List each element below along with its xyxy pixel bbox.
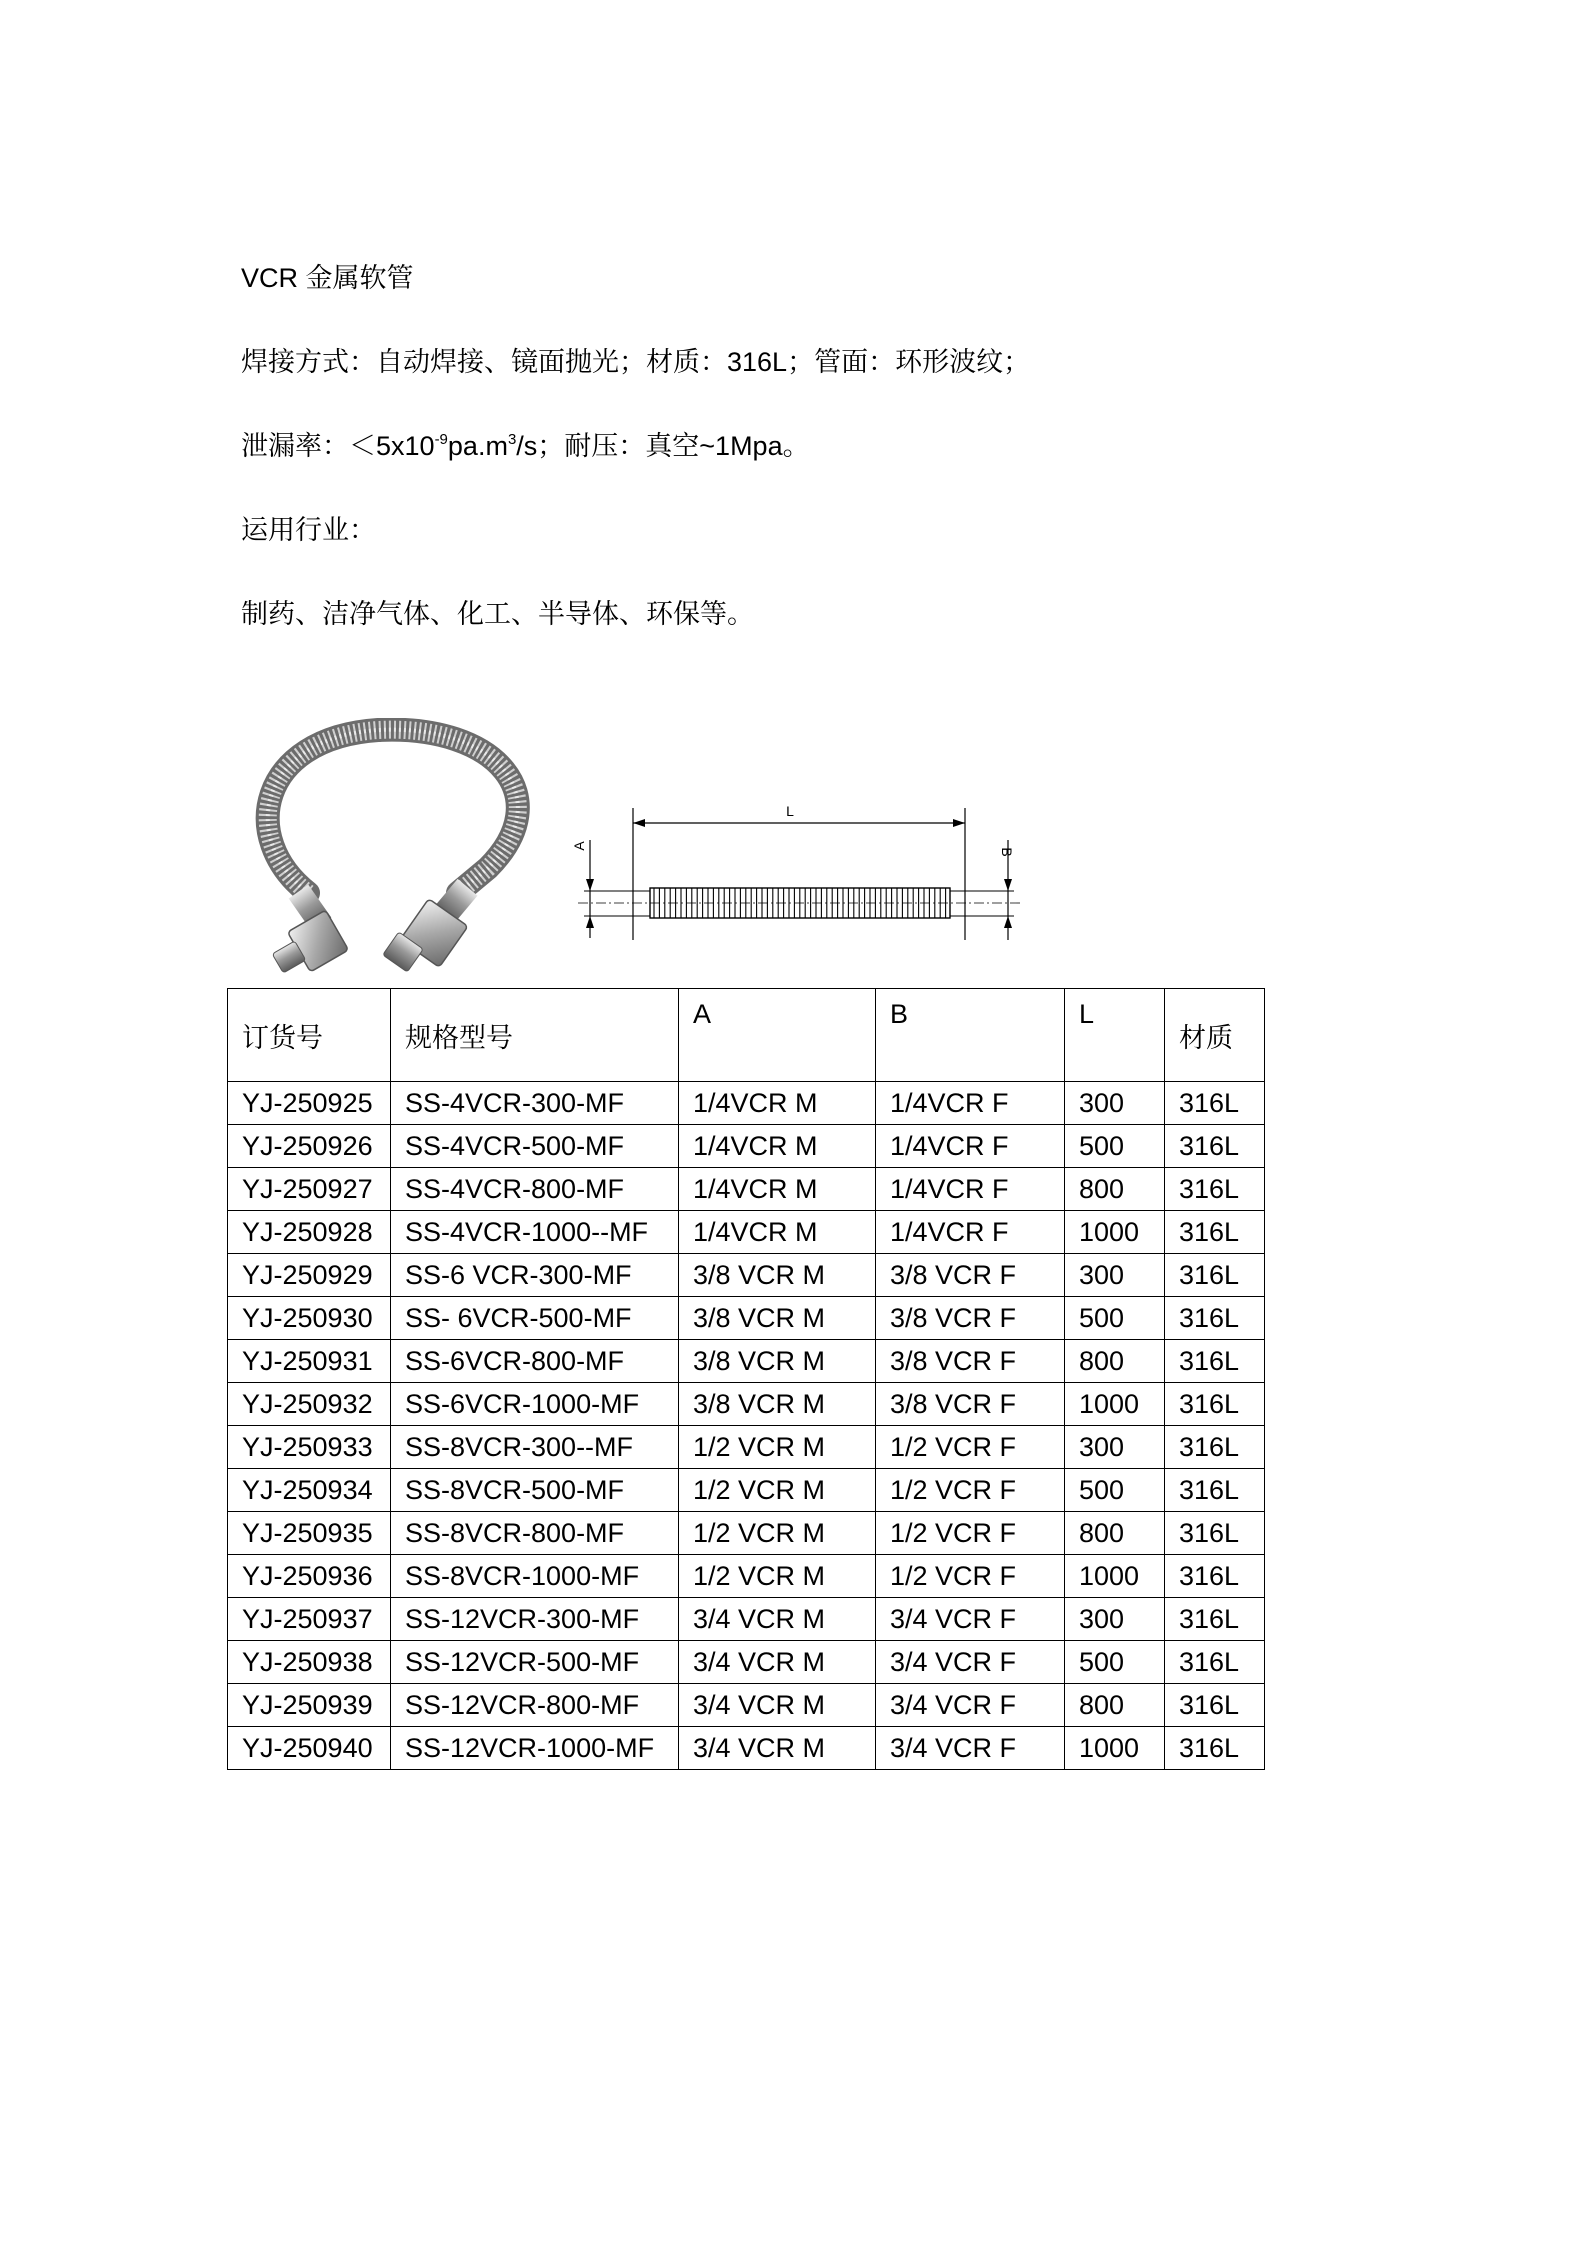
industry-list: 制药、洁净气体、化工、半导体、环保等。: [241, 599, 754, 629]
b-cell: 3/8 VCR F: [876, 1340, 1065, 1383]
table-row: [228, 1684, 1265, 1727]
model-cell: SS- 6VCR-500-MF: [391, 1297, 679, 1340]
industry-label: 运用行业：: [241, 515, 376, 545]
b-cell: 3/4 VCR F: [876, 1598, 1065, 1641]
a-cell: 1/2 VCR M: [679, 1512, 876, 1555]
model-cell: SS-12VCR-800-MF: [391, 1684, 679, 1727]
l-cell: 300: [1065, 1426, 1165, 1469]
material-cell: 316L: [1165, 1598, 1265, 1641]
a-cell: 1/2 VCR M: [679, 1555, 876, 1598]
l-cell: 800: [1065, 1168, 1165, 1211]
table-row: [228, 1555, 1265, 1598]
material-cell: 316L: [1165, 1168, 1265, 1211]
model-cell: SS-6VCR-1000-MF: [391, 1383, 679, 1426]
material-cell: 316L: [1165, 1254, 1265, 1297]
model-cell: SS-12VCR-500-MF: [391, 1641, 679, 1684]
b-cell: 3/8 VCR F: [876, 1254, 1065, 1297]
order-no-cell: YJ-250933: [228, 1426, 391, 1469]
table-row: [228, 1297, 1265, 1340]
table-row: [228, 1469, 1265, 1512]
a-cell: 3/8 VCR M: [679, 1383, 876, 1426]
b-cell: 1/4VCR F: [876, 1211, 1065, 1254]
l-cell: 1000: [1065, 1383, 1165, 1426]
order-no-cell: YJ-250938: [228, 1641, 391, 1684]
order-no-cell: YJ-250935: [228, 1512, 391, 1555]
l-cell: 500: [1065, 1641, 1165, 1684]
leak-suffix: /s；耐压：真空~1Mpa。: [516, 431, 810, 461]
table-row: [228, 1383, 1265, 1426]
b-cell: 1/4VCR F: [876, 1125, 1065, 1168]
table-row: [228, 1340, 1265, 1383]
b-cell: 1/4VCR F: [876, 1082, 1065, 1125]
l-cell: 500: [1065, 1125, 1165, 1168]
a-cell: 3/4 VCR M: [679, 1727, 876, 1770]
table-header-row: [228, 989, 1265, 1082]
b-cell: 3/8 VCR F: [876, 1383, 1065, 1426]
header-model: 规格型号: [391, 989, 679, 1082]
welding-material-line: 焊接方式：自动焊接、镜面抛光；材质：316L；管面：环形波纹；: [241, 347, 1031, 377]
l-cell: 1000: [1065, 1727, 1165, 1770]
l-cell: 300: [1065, 1598, 1165, 1641]
l-cell: 800: [1065, 1512, 1165, 1555]
a-cell: 1/4VCR M: [679, 1125, 876, 1168]
hose-product-photo: [238, 718, 558, 978]
order-no-cell: YJ-250930: [228, 1297, 391, 1340]
a-cell: 3/4 VCR M: [679, 1598, 876, 1641]
model-cell: SS-6VCR-800-MF: [391, 1340, 679, 1383]
a-cell: 1/4VCR M: [679, 1211, 876, 1254]
model-cell: SS-8VCR-300--MF: [391, 1426, 679, 1469]
order-no-cell: YJ-250931: [228, 1340, 391, 1383]
l-cell: 800: [1065, 1684, 1165, 1727]
b-cell: 3/4 VCR F: [876, 1641, 1065, 1684]
table-row: [228, 1168, 1265, 1211]
a-cell: 3/4 VCR M: [679, 1641, 876, 1684]
l-cell: 300: [1065, 1082, 1165, 1125]
a-cell: 3/8 VCR M: [679, 1340, 876, 1383]
material-cell: 316L: [1165, 1297, 1265, 1340]
l-cell: 300: [1065, 1254, 1165, 1297]
header-b: B: [876, 989, 1065, 1082]
material-cell: 316L: [1165, 1082, 1265, 1125]
leak-pressure-line: [241, 428, 810, 464]
b-cell: 3/8 VCR F: [876, 1297, 1065, 1340]
header-material: 材质: [1165, 989, 1265, 1082]
a-cell: 1/2 VCR M: [679, 1469, 876, 1512]
order-no-cell: YJ-250939: [228, 1684, 391, 1727]
l-cell: 500: [1065, 1297, 1165, 1340]
order-no-cell: YJ-250936: [228, 1555, 391, 1598]
model-cell: SS-12VCR-1000-MF: [391, 1727, 679, 1770]
label-L: L: [786, 803, 794, 819]
model-cell: SS-4VCR-500-MF: [391, 1125, 679, 1168]
b-cell: 1/2 VCR F: [876, 1512, 1065, 1555]
leak-exponent: -9: [434, 431, 448, 448]
table-row: [228, 1211, 1265, 1254]
table-row: [228, 1426, 1265, 1469]
header-a: A: [679, 989, 876, 1082]
model-cell: SS-8VCR-1000-MF: [391, 1555, 679, 1598]
b-cell: 1/2 VCR F: [876, 1426, 1065, 1469]
b-cell: 3/4 VCR F: [876, 1684, 1065, 1727]
l-cell: 500: [1065, 1469, 1165, 1512]
leak-unit: pa.m: [447, 431, 508, 461]
order-no-cell: YJ-250929: [228, 1254, 391, 1297]
order-no-cell: YJ-250926: [228, 1125, 391, 1168]
b-cell: 1/2 VCR F: [876, 1469, 1065, 1512]
table-row: [228, 1641, 1265, 1684]
order-no-cell: YJ-250927: [228, 1168, 391, 1211]
model-cell: SS-6 VCR-300-MF: [391, 1254, 679, 1297]
model-cell: SS-12VCR-300-MF: [391, 1598, 679, 1641]
label-A: A: [571, 841, 587, 851]
order-no-cell: YJ-250940: [228, 1727, 391, 1770]
material-cell: 316L: [1165, 1512, 1265, 1555]
material-cell: 316L: [1165, 1684, 1265, 1727]
table-row: [228, 1512, 1265, 1555]
order-no-cell: YJ-250928: [228, 1211, 391, 1254]
b-cell: 1/2 VCR F: [876, 1555, 1065, 1598]
a-cell: 1/4VCR M: [679, 1168, 876, 1211]
material-cell: 316L: [1165, 1641, 1265, 1684]
model-cell: SS-4VCR-800-MF: [391, 1168, 679, 1211]
order-no-cell: YJ-250925: [228, 1082, 391, 1125]
material-cell: 316L: [1165, 1340, 1265, 1383]
a-cell: 1/2 VCR M: [679, 1426, 876, 1469]
model-cell: SS-8VCR-800-MF: [391, 1512, 679, 1555]
a-cell: 3/4 VCR M: [679, 1684, 876, 1727]
model-cell: SS-4VCR-300-MF: [391, 1082, 679, 1125]
order-no-cell: YJ-250937: [228, 1598, 391, 1641]
material-cell: 316L: [1165, 1211, 1265, 1254]
material-cell: 316L: [1165, 1469, 1265, 1512]
a-cell: 1/4VCR M: [679, 1082, 876, 1125]
model-cell: SS-8VCR-500-MF: [391, 1469, 679, 1512]
label-B: B: [999, 847, 1015, 857]
table-row: [228, 1727, 1265, 1770]
order-no-cell: YJ-250932: [228, 1383, 391, 1426]
material-cell: 316L: [1165, 1555, 1265, 1598]
header-l: L: [1065, 989, 1165, 1082]
l-cell: 1000: [1065, 1555, 1165, 1598]
material-cell: 316L: [1165, 1383, 1265, 1426]
a-cell: 3/8 VCR M: [679, 1254, 876, 1297]
material-cell: 316L: [1165, 1727, 1265, 1770]
a-cell: 3/8 VCR M: [679, 1297, 876, 1340]
l-cell: 1000: [1065, 1211, 1165, 1254]
spec-table: [227, 988, 1265, 1770]
dimension-drawing: [570, 790, 1030, 950]
order-no-cell: YJ-250934: [228, 1469, 391, 1512]
table-row: [228, 1598, 1265, 1641]
material-cell: 316L: [1165, 1125, 1265, 1168]
unit-exponent: 3: [507, 431, 517, 448]
header-order-no: 订货号: [228, 989, 391, 1082]
table-row: [228, 1125, 1265, 1168]
material-cell: 316L: [1165, 1426, 1265, 1469]
leak-prefix: 泄漏率：＜5x10: [241, 431, 435, 461]
model-cell: SS-4VCR-1000--MF: [391, 1211, 679, 1254]
table-row: [228, 1254, 1265, 1297]
b-cell: 1/4VCR F: [876, 1168, 1065, 1211]
document-title: VCR 金属软管: [241, 263, 414, 293]
table-row: [228, 1082, 1265, 1125]
b-cell: 3/4 VCR F: [876, 1727, 1065, 1770]
l-cell: 800: [1065, 1340, 1165, 1383]
